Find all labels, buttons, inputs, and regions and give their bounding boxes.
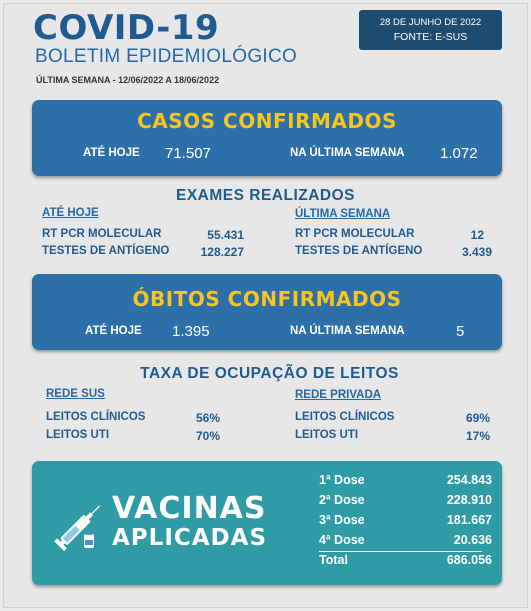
dose-3-label: 3ª Dose (319, 513, 365, 527)
date-source-box (359, 10, 502, 50)
dose-total-label: Total (319, 553, 348, 567)
dose-3-value: 181.667 (446, 513, 492, 527)
vaccines-panel (32, 461, 502, 585)
beds-sus-icu-label: LEITOS UTI (46, 429, 110, 441)
cases-week-label: NA ÚLTIMA SEMANA (290, 147, 405, 159)
exams-pcr-label: RT PCR MOLECULAR (42, 228, 162, 240)
exams-total-head: ATÉ HOJE (42, 207, 99, 219)
cases-panel (32, 100, 502, 176)
beds-private-clinical-label: LEITOS CLÍNICOS (295, 411, 395, 423)
exams-week-head: ÚLTIMA SEMANA (295, 208, 391, 220)
deaths-title: ÓBITOS CONFIRMADOS (132, 287, 402, 311)
beds-sus-head: REDE SUS (46, 388, 105, 400)
beds-private-icu: 17% (465, 429, 490, 443)
page-subtitle: BOLETIM EPIDEMIOLÓGICO (35, 46, 298, 67)
page-title: COVID-19 (33, 8, 220, 48)
cases-week-value: 1.072 (440, 145, 478, 162)
dose-4-value: 20.636 (453, 533, 492, 547)
deaths-week-label: NA ÚLTIMA SEMANA (290, 325, 405, 337)
dose-1-label: 1ª Dose (319, 473, 365, 487)
week-range: ÚLTIMA SEMANA - 12/06/2022 A 18/06/2022 (36, 75, 220, 85)
report-date: 28 DE JUNHO DE 2022 (379, 17, 482, 28)
exams-antigen-label-week: TESTES DE ANTÍGENO (295, 245, 423, 257)
exams-total-antigen: 128.227 (200, 245, 244, 259)
beds-private-clinical: 69% (465, 411, 490, 425)
cases-total-value: 71.507 (165, 145, 211, 162)
total-divider (319, 551, 482, 552)
vaccine-syringe-icon (50, 497, 108, 553)
beds-private-icu-label: LEITOS UTI (295, 429, 359, 441)
dose-2-label: 2ª Dose (319, 493, 365, 507)
vaccines-title-line2: APLICADAS (112, 525, 268, 551)
beds-title: TAXA DE OCUPAÇÃO DE LEITOS (140, 365, 399, 382)
exams-title: EXAMES REALIZADOS (175, 187, 355, 204)
cases-title: CASOS CONFIRMADOS (137, 109, 397, 133)
beds-private-head: REDE PRIVADA (295, 389, 382, 401)
deaths-total-value: 1.395 (172, 323, 210, 340)
vaccines-title-line1: VACINAS (112, 491, 267, 526)
deaths-total-label: ATÉ HOJE (85, 325, 142, 337)
deaths-panel (32, 274, 502, 350)
dose-total-value: 686.056 (446, 553, 492, 567)
data-source: FONTE: E-SUS (393, 31, 468, 43)
beds-sus-clinical-label: LEITOS CLÍNICOS (46, 411, 146, 423)
exams-week-antigen: 3.439 (461, 245, 492, 259)
dose-2-value: 228.910 (446, 493, 492, 507)
cases-total-label: ATÉ HOJE (83, 147, 140, 159)
exams-antigen-label: TESTES DE ANTÍGENO (42, 245, 170, 257)
exams-week-pcr: 12 (470, 228, 484, 242)
dose-4-label: 4ª Dose (319, 533, 365, 547)
dose-1-value: 254.843 (446, 473, 492, 487)
beds-sus-icu: 70% (195, 429, 220, 443)
beds-sus-clinical: 56% (195, 411, 220, 425)
exams-total-pcr: 55.431 (207, 228, 244, 242)
deaths-week-value: 5 (456, 323, 465, 340)
exams-pcr-label-week: RT PCR MOLECULAR (295, 228, 415, 240)
